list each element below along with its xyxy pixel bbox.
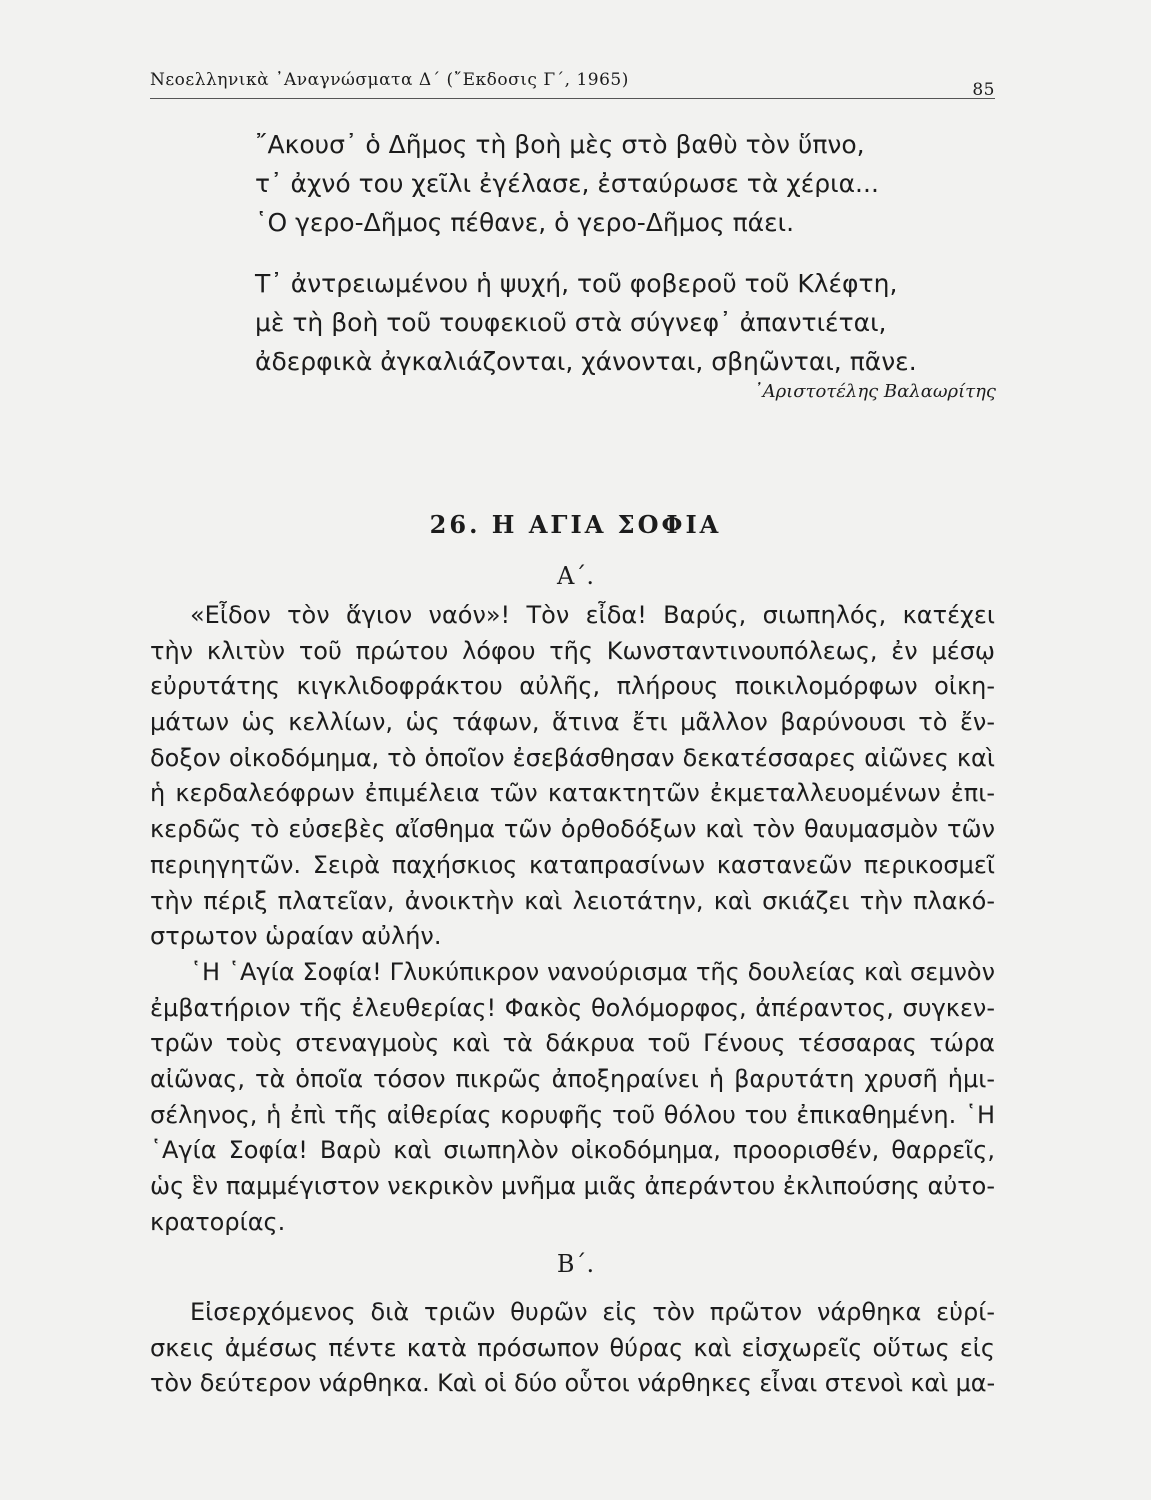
- prose-line: σέληνος, ἡ ἐπὶ τῆς αἰθερίας κορυφῆς τοῦ θόλου του ἐπικαθημένη. ῾Η: [150, 1100, 995, 1129]
- prose-part-a: [150, 598, 995, 1240]
- prose-line: Εἰσερχόμενος διὰ τριῶν θυρῶν εἰς τὸν πρῶτον νάρθηκα εὑρί-: [190, 1298, 995, 1326]
- poem-line: ῾Ο γερο-Δῆμος πέθανε, ὁ γερο-Δῆμος πάει.: [255, 208, 795, 237]
- stanza-gap: [255, 242, 975, 264]
- prose-line: ῾Αγία Σοφία! Βαρὺ καὶ σιωπηλὸν οἰκοδόμημα, προορισθέν, θαρρεῖς,: [150, 1136, 995, 1165]
- prose-line: δοξον οἰκοδόμημα, τὸ ὁποῖον ἐσεβάσθησαν δεκατέσσαρες αἰῶνες καὶ: [150, 743, 995, 772]
- prose-line: στρωτον ὡραίαν αὐλήν.: [150, 922, 442, 951]
- prose-line: κρατορίας.: [150, 1207, 286, 1236]
- part-b-heading: Β΄.: [556, 1250, 595, 1278]
- poem-line: τ᾿ ἀχνό του χεῖλι ἐγέλασε, ἐσταύρωσε τὰ χέρια...: [255, 169, 879, 198]
- running-head-title: Νεοελληνικὰ ᾿Αναγνώσματα Δ΄ (῎Εκδοσις Γ΄, 1965): [150, 70, 629, 90]
- poem-line: Τ᾿ ἀντρειωμένου ἡ ψυχή, τοῦ φοβεροῦ τοῦ Κλέφτη,: [255, 269, 898, 298]
- prose-line: τὴν κλιτὺν τοῦ πρώτου λόφου τῆς Κωνσταντινουπόλεως, ἐν μέσῳ: [150, 636, 995, 665]
- prose-line: ἡ κερδαλεόφρων ἐπιμέλεια τῶν κατακτητῶν ἐκμεταλλευομένων ἐπι-: [150, 779, 995, 808]
- prose-line: εὐρυτάτης κιγκλιδοφράκτου αὐλῆς, πλήρους ποικιλομόρφων οἰκη-: [150, 672, 995, 701]
- prose-line: σκεις ἀμέσως πέντε κατὰ πρόσωπον θύρας καὶ εἰσχωρεῖς οὕτως εἰς: [150, 1333, 995, 1362]
- prose-line: κερδῶς τὸ εὐσεβὲς αἴσθημα τῶν ὀρθοδόξων καὶ τὸν θαυμασμὸν τῶν: [150, 815, 995, 844]
- poem-line: μὲ τὴ βοὴ τοῦ τουφεκιοῦ στὰ σύγνεφ᾿ ἀπαντιέται,: [255, 308, 887, 337]
- part-a-heading: Α΄.: [557, 562, 594, 590]
- page-number: 85: [972, 80, 995, 100]
- prose-line: ὡς ἓν παμμέγιστον νεκρικὸν μνῆμα μιᾶς ἀπεράντου ἐκλιπούσης αὐτο-: [150, 1172, 995, 1200]
- prose-line: μάτων ὡς κελλίων, ὡς τάφων, ἅτινα ἔτι μᾶλλον βαρύνουσι τὸ ἔν-: [150, 708, 995, 737]
- poem-line: ἀδερφικὰ ἀγκαλιάζονται, χάνονται, σβηῶνται, πᾶνε.: [255, 347, 917, 376]
- prose-line: ἐμβατήριον τῆς ἐλευθερίας! Φακὸς θολόμορφος, ἀπέραντος, συγκεν-: [150, 993, 995, 1022]
- prose-line: αἰῶνας, τὰ ὁποῖα τόσον πικρῶς ἀποξηραίνει ἡ βαρυτάτη χρυσῆ ἡμι-: [150, 1064, 995, 1093]
- poem-line: ῎Ακουσ᾿ ὁ Δῆμος τὴ βοὴ μὲς στὸ βαθὺ τὸν ὕπνο,: [255, 130, 865, 159]
- prose-line: «Εἶδον τὸν ἅγιον ναόν»! Τὸν εἶδα! Βαρύς, σιωπηλός, κατέχει: [190, 601, 995, 629]
- prose-line: ῾Η ῾Αγία Σοφία! Γλυκύπικρον νανούρισμα τῆς δουλείας καὶ σεμνὸν: [190, 957, 995, 986]
- prose-line: τὸν δεύτερον νάρθηκα. Καὶ οἱ δύο οὗτοι νάρθηκες εἶναι στενοὶ καὶ μα-: [150, 1369, 996, 1398]
- prose-line: τὴν πέριξ πλατεῖαν, ἀνοικτὴν καὶ λειοτάτην, καὶ σκιάζει τὴν πλακό-: [150, 886, 995, 915]
- poem: [255, 125, 975, 381]
- header-rule: [150, 98, 995, 99]
- prose-line: περιηγητῶν. Σειρὰ παχήσκιος καταπρασίνων καστανεῶν περικοσμεῖ: [150, 850, 995, 879]
- poem-attribution: ᾿Αριστοτέλης Βαλαωρίτης: [753, 381, 996, 402]
- prose-part-b: [150, 1295, 995, 1402]
- section-title: 26. Η ΑΓΙΑ ΣΟΦΙΑ: [429, 510, 722, 539]
- running-head: [150, 70, 995, 100]
- prose-line: τρῶν τοὺς στεναγμοὺς καὶ τὰ δάκρυα τοῦ Γένους τέσσαρας τώρα: [150, 1029, 995, 1058]
